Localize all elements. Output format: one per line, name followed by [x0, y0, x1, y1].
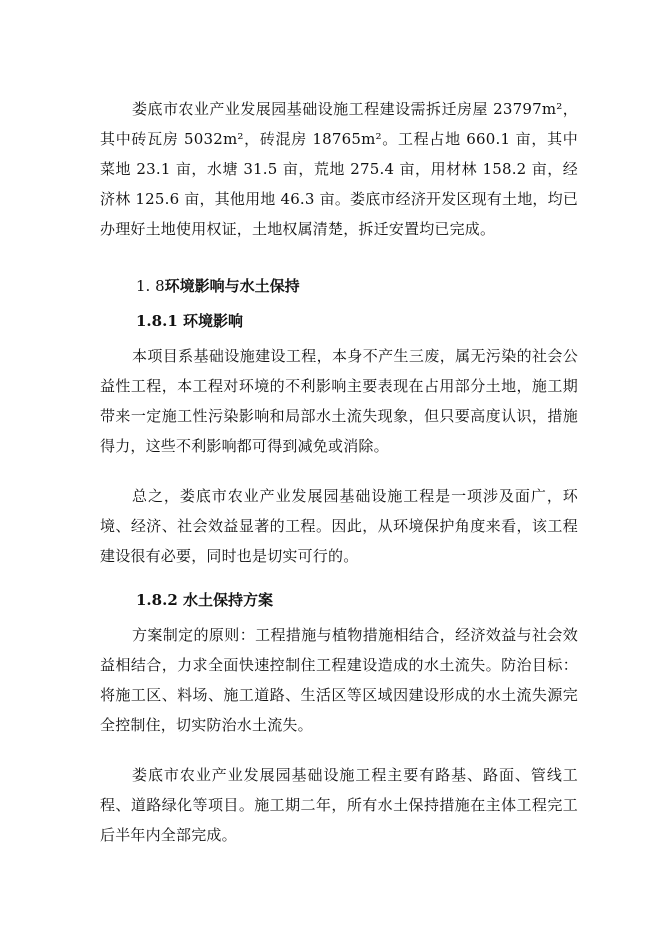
- section-number: 1.8.2: [136, 591, 178, 609]
- section-heading-1-8-2: [136, 585, 273, 615]
- section-title: 环境影响与水土保持: [164, 277, 300, 295]
- section-number: 1.8.1: [136, 312, 178, 330]
- section-title: 水土保持方案: [183, 591, 274, 609]
- paragraph-project-items: 娄底市农业产业发展园基础设施工程主要有路基、路面、管线工程、道路绿化等项目。施工期二年，所有水土保持措施在主体工程完工后半年内全部完成。: [100, 766, 578, 844]
- paragraph-plan-principles: 方案制定的原则：工程措施与植物措施相结合，经济效益与社会效益相结合，力求全面快速控制住工程建设造成的水土流失。防治目标：将施工区、料场、施工道路、生活区等区域因建设形成的水土流失源完全控制住，切实防治水土流失。: [100, 626, 578, 734]
- section-heading-1-8-1: [136, 306, 243, 336]
- section-heading-1-8: [136, 271, 300, 301]
- section-title: 环境影响: [183, 312, 244, 330]
- paragraph-demolition: 娄底市农业产业发展园基础设施工程建设需拆迁房屋 23797m²，其中砖瓦房 5032m²，砖混房 18765m²。工程占地 660.1 亩，其中菜地 23.1 亩，水塘 31.5 亩，荒地 275.4 亩，用材林 158.2 亩，经济林 125.6 亩，其他用地 46.3 亩。娄底市经济开发区现有土地，均已办理好土地使用权证，土地权属清楚，拆迁安置均已完成。: [100, 100, 579, 238]
- paragraph-environment-impact: 本项目系基础设施建设工程，本身不产生三废，属无污染的社会公益性工程，本工程对环境的不利影响主要表现在占用部分土地，施工期带来一定施工性污染影响和局部水土流失现象，但只要高度认识，措施得力，这些不利影响都可得到减免或消除。: [100, 347, 578, 455]
- paragraph-conclusion: 总之，娄底市农业产业发展园基础设施工程是一项涉及面广，环境、经济、社会效益显著的工程。因此，从环境保护角度来看，该工程建设很有必要，同时也是切实可行的。: [100, 487, 578, 565]
- section-number: 1. 8: [136, 277, 165, 295]
